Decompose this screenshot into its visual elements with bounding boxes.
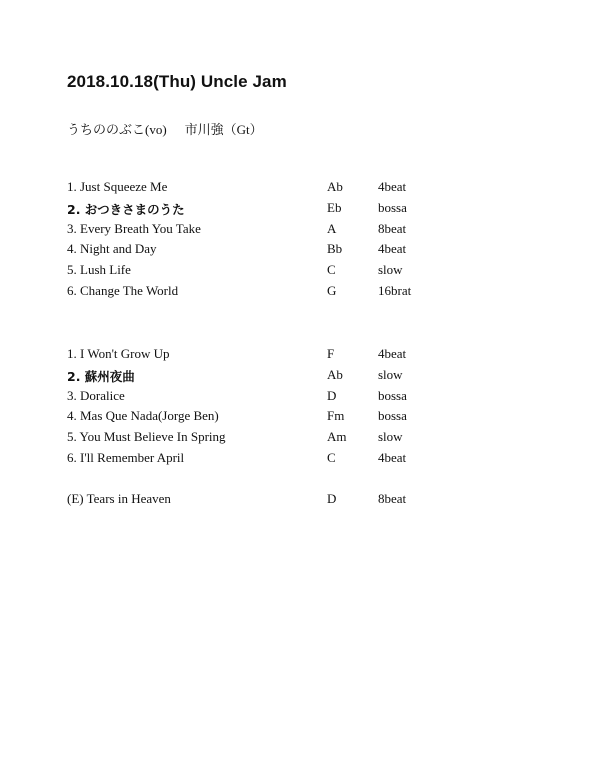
song-style: slow	[378, 262, 403, 278]
song-title: 6. I'll Remember April	[67, 449, 185, 465]
song-style: 8beat	[378, 220, 407, 236]
song-style: 4beat	[378, 179, 407, 194]
song-row	[67, 429, 487, 450]
song-title: 4. Night and Day	[67, 241, 157, 257]
song-key: Fm	[327, 408, 345, 424]
song-title: 3. Doralice	[67, 387, 125, 403]
song-style: slow	[378, 366, 403, 382]
song-row	[67, 221, 487, 242]
guitarist-name: 市川強（Gt）	[184, 122, 263, 137]
song-row	[67, 262, 487, 283]
song-title: 2. 蘇州夜曲	[67, 368, 135, 384]
song-title: 5. You Must Believe In Spring	[67, 429, 226, 445]
song-style: slow	[378, 429, 403, 445]
song-row	[67, 388, 487, 409]
song-title: (E) Tears in Heaven	[67, 491, 171, 506]
song-title: 4. Mas Que Nada(Jorge Ben)	[67, 408, 219, 424]
song-title: 2. おつきさまのうた	[67, 201, 185, 217]
song-title: 5. Lush Life	[67, 262, 131, 278]
song-key: Eb	[327, 199, 342, 215]
song-key: Bb	[327, 241, 343, 257]
song-style: bossa	[378, 199, 407, 215]
encore	[67, 491, 487, 512]
song-style: 4beat	[378, 346, 407, 361]
song-key: C	[327, 449, 336, 465]
song-title: 6. Change The World	[67, 282, 179, 298]
song-key: F	[327, 346, 335, 361]
song-key: Am	[327, 429, 347, 445]
song-style: bossa	[378, 387, 407, 403]
song-row	[67, 283, 487, 304]
song-row	[67, 491, 487, 512]
song-style: 4beat	[378, 241, 407, 257]
song-title: 3. Every Breath You Take	[67, 220, 201, 236]
song-title: 1. Just Squeeze Me	[67, 179, 168, 194]
song-row	[67, 241, 487, 262]
song-style: 16brat	[378, 282, 412, 298]
song-row	[67, 200, 487, 221]
song-key: Ab	[327, 366, 343, 382]
song-style: 4beat	[378, 449, 407, 465]
song-key: D	[327, 491, 337, 506]
song-key: Ab	[327, 179, 343, 194]
song-title: 1. I Won't Grow Up	[67, 346, 170, 361]
page-title: 2018.10.18(Thu) Uncle Jam	[67, 72, 287, 91]
set-list-2	[67, 346, 487, 471]
set-list-1	[67, 179, 487, 304]
song-row	[67, 346, 487, 367]
song-key: G	[327, 282, 337, 298]
vocalist-name: うちののぶこ(vo)	[67, 122, 167, 137]
song-row	[67, 450, 487, 471]
song-style: 8beat	[378, 491, 407, 506]
song-row	[67, 179, 487, 200]
song-style: bossa	[378, 408, 407, 424]
song-key: A	[327, 220, 337, 236]
song-row	[67, 367, 487, 388]
song-key: C	[327, 262, 336, 278]
song-row	[67, 408, 487, 429]
performers-line	[67, 119, 263, 138]
song-key: D	[327, 387, 337, 403]
